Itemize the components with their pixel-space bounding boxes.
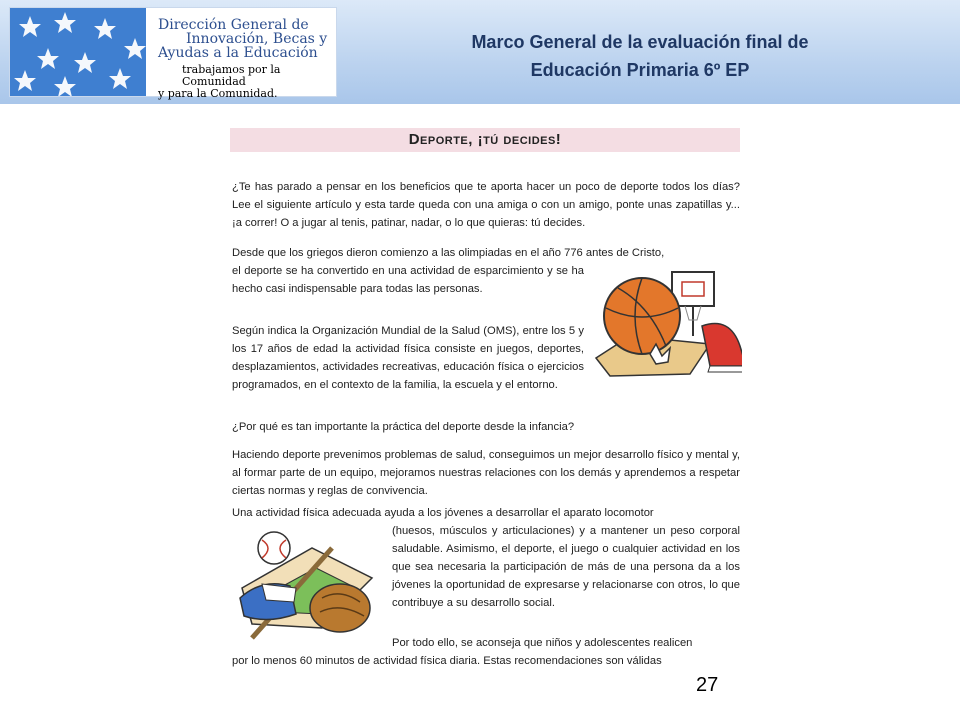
basketball-clipart-icon bbox=[590, 266, 742, 384]
paragraph-intro: ¿Te has parado a pensar en los beneficios que te aporta hacer un poco de deporte todos los días? Lee el siguiente artículo y esta tarde queda con una amiga o con un amigo, ponte unas zapatillas y... ¡a correr! O a jugar al tenis, patinar, nadar, o lo que quieras: tú decides. bbox=[232, 181, 740, 229]
article-page bbox=[230, 128, 742, 668]
logo-text bbox=[158, 18, 333, 100]
logo-tagline-1: trabajamos por la Comunidad bbox=[182, 63, 281, 88]
page-number: 27 bbox=[696, 674, 719, 696]
paragraph-health: Haciendo deporte prevenimos problemas de salud, conseguimos un mejor desarrollo físico y mental y, al formar parte de un equipo, mejoramos nuestras relaciones con los demás y aprendemos a respetar ciertas normas y reglas de convivencia. bbox=[232, 449, 740, 497]
header-banner bbox=[0, 0, 960, 104]
logo-tagline-2: y para la Comunidad. bbox=[158, 87, 278, 100]
logo-title-line-1: Dirección General de bbox=[158, 17, 309, 33]
paragraph-recommendation: Por todo ello, se aconseja que niños y adolescentes realicen bbox=[392, 637, 693, 649]
document-title bbox=[420, 28, 860, 84]
institution-logo bbox=[10, 8, 336, 100]
paragraph-minutes: por lo menos 60 minutos de actividad física diaria. Estas recomendaciones son válidas bbox=[232, 655, 662, 667]
paragraph-oms: Según indica la Organización Mundial de la Salud (OMS), entre los 5 y los 17 años de edad la actividad física consiste en juegos, deportes, desplazamientos, actividades recreativas, educación física o ejercicios programados, en el contexto de la familia, la escuela y el entorno. bbox=[232, 325, 584, 391]
paragraph-social: (huesos, músculos y articulaciones) y a mantener un peso corporal saludable. Asimismo, el deporte, el juego o cualquier actividad en los que sea necesaria la participación de más de una persona da a los jóvenes la oportunidad de expresarse y relacionarse con otros, lo que contribuye a su desarrollo social. bbox=[392, 525, 740, 609]
logo-title-line-3: Ayudas a la Educación bbox=[158, 45, 318, 61]
document-title-line-1: Marco General de la evaluación final de bbox=[471, 32, 809, 52]
paragraph-question: ¿Por qué es tan importante la práctica del deporte desde la infancia? bbox=[232, 421, 575, 433]
paragraph-leisure: el deporte se ha convertido en una actividad de esparcimiento y se ha hecho casi indispensable para todas las personas. bbox=[232, 265, 584, 295]
stars-logo-icon bbox=[10, 8, 146, 96]
paragraph-locomotor: Una actividad física adecuada ayuda a los jóvenes a desarrollar el aparato locomotor bbox=[232, 507, 654, 519]
document-title-line-2: Educación Primaria 6º EP bbox=[530, 60, 750, 80]
paragraph-greeks-line: Desde que los griegos dieron comienzo a las olimpiadas en el año 776 antes de Cristo, bbox=[232, 247, 665, 259]
article-heading: Deporte, ¡tú decides! bbox=[230, 128, 740, 152]
baseball-clipart-icon bbox=[232, 528, 384, 646]
logo-title-line-2: Innovación, Becas y bbox=[186, 31, 328, 47]
